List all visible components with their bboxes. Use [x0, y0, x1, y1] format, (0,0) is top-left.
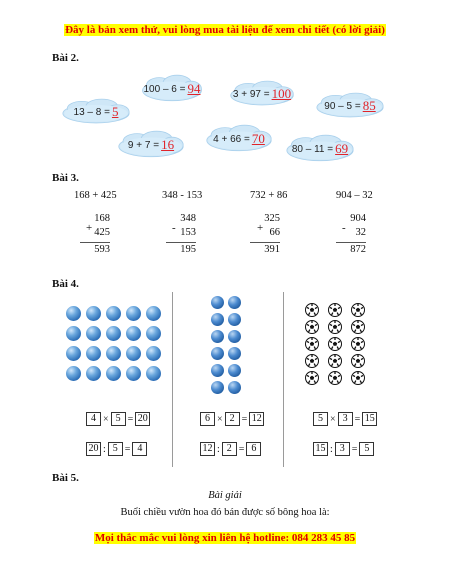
- exercise-2-dot: .: [76, 52, 79, 64]
- blue-ball-icon: [211, 330, 224, 343]
- blue-ball-icon: [146, 366, 161, 381]
- soccer-ball: [328, 320, 342, 334]
- soccer-ball: [305, 337, 319, 351]
- soccer-ball: [305, 303, 319, 317]
- soccer-ball: [305, 371, 319, 385]
- blue-ball-icon: [106, 326, 121, 341]
- soccer-ball: [305, 320, 319, 334]
- problem-4-column: [336, 212, 366, 257]
- cloud-text: [314, 92, 386, 120]
- problem-3-column: [250, 212, 280, 257]
- equation-operator: =: [124, 443, 131, 455]
- equation-operator: ×: [217, 413, 223, 425]
- equation-number-box: 3: [338, 412, 353, 426]
- column-divider-2: [283, 292, 284, 467]
- hotline-banner-text: Mọi thắc mắc vui lòng xin liên hệ hotline: 084 283 45 85: [94, 532, 356, 544]
- exercise-5-title: Bài 5: [52, 472, 77, 484]
- problem-4-top: 904: [350, 213, 366, 224]
- problem-2-column: [166, 212, 196, 257]
- cloud-5: [204, 124, 274, 154]
- equation-number-box: 4: [132, 442, 147, 456]
- exercise-5-dot: .: [76, 472, 79, 484]
- cloud-answer: 70: [251, 131, 265, 146]
- cloud-answer: 5: [111, 104, 119, 119]
- soccer-ball-icon: [305, 320, 319, 334]
- blue-ball-icon: [228, 347, 241, 360]
- blue-ball-icon: [211, 364, 224, 377]
- equation-operator: =: [241, 413, 248, 425]
- group-3-multiplication-equation: [313, 412, 377, 426]
- equation-number-box: 15: [313, 442, 328, 456]
- exercise-4-heading: [52, 278, 79, 290]
- blue-ball-icon: [106, 366, 121, 381]
- equation-number-box: 3: [335, 442, 350, 456]
- cloud-answer: 16: [161, 137, 175, 152]
- exercise-2-heading: [52, 52, 79, 64]
- soccer-ball-icon: [328, 303, 342, 317]
- exercise-3-title: Bài 3: [52, 172, 77, 184]
- blue-ball-icon: [86, 366, 101, 381]
- equation-operator: ×: [330, 413, 336, 425]
- soccer-ball-icon: [351, 337, 365, 351]
- cloud-answer: 94: [187, 81, 201, 96]
- blue-ball-icon: [228, 364, 241, 377]
- problem-3-result: 391: [250, 242, 280, 257]
- cloud-expression: 9 + 7 =: [127, 139, 160, 151]
- equation-operator: =: [351, 443, 358, 455]
- soccer-ball-icon: [305, 354, 319, 368]
- problem-1-result: 593: [80, 242, 110, 257]
- blue-ball-icon: [228, 381, 241, 394]
- cloud-text: [204, 124, 274, 154]
- problem-2-expression: 348 - 153: [162, 190, 203, 201]
- blue-ball-icon: [126, 326, 141, 341]
- hotline-banner: [0, 532, 450, 544]
- cloud-expression: 13 – 8 =: [73, 106, 110, 118]
- cloud-answer: 100: [271, 86, 292, 101]
- soccer-ball-icon: [351, 320, 365, 334]
- soccer-ball: [351, 337, 365, 351]
- problem-1-bottom: 425: [94, 227, 110, 238]
- equation-number-box: 2: [222, 442, 237, 456]
- soccer-ball: [351, 354, 365, 368]
- group-2-multiplication-equation: [200, 412, 264, 426]
- group-1-division-equation: [86, 442, 147, 456]
- blue-ball-icon: [106, 346, 121, 361]
- problem-1-operator: +: [86, 222, 93, 234]
- column-divider-1: [172, 292, 173, 467]
- cloud-expression: 3 + 97 =: [232, 88, 270, 100]
- equation-number-box: 4: [86, 412, 101, 426]
- equation-number-box: 6: [200, 412, 215, 426]
- soccer-ball-icon: [305, 371, 319, 385]
- soccer-ball-icon: [328, 337, 342, 351]
- blue-ball-icon: [86, 306, 101, 321]
- blue-ball-icon: [106, 306, 121, 321]
- cloud-text: [140, 74, 204, 104]
- problem-2-operator: -: [172, 222, 176, 234]
- blue-ball-icon: [126, 306, 141, 321]
- cloud-text: [60, 98, 132, 126]
- equation-number-box: 5: [111, 412, 126, 426]
- soccer-ball: [328, 371, 342, 385]
- blue-ball-icon: [66, 346, 81, 361]
- preview-banner: [0, 24, 450, 36]
- equation-operator: =: [238, 443, 245, 455]
- blue-ball-icon: [86, 346, 101, 361]
- soccer-ball-icon: [328, 371, 342, 385]
- blue-ball-icon: [146, 306, 161, 321]
- problem-3-top: 325: [264, 213, 280, 224]
- solution-label: Bài giải: [208, 490, 242, 501]
- blue-ball-icon: [211, 347, 224, 360]
- blue-ball-icon: [211, 296, 224, 309]
- blue-ball-icon: [126, 366, 141, 381]
- equation-number-box: 20: [135, 412, 150, 426]
- equation-operator: :: [103, 443, 106, 455]
- problem-1-top: 168: [94, 213, 110, 224]
- blue-ball-icon: [66, 366, 81, 381]
- equation-operator: :: [217, 443, 220, 455]
- cloud-answer: 69: [335, 141, 349, 156]
- soccer-ball: [328, 354, 342, 368]
- blue-ball-icon: [228, 313, 241, 326]
- equation-operator: :: [330, 443, 333, 455]
- problem-2-top: 348: [180, 213, 196, 224]
- group-3-division-equation: [313, 442, 374, 456]
- soccer-ball-icon: [351, 303, 365, 317]
- cloud-2: [228, 80, 296, 108]
- problem-1-expression: 168 + 425: [74, 190, 117, 201]
- soccer-ball-icon: [351, 354, 365, 368]
- blue-ball-icon: [211, 313, 224, 326]
- blue-ball-icon: [146, 346, 161, 361]
- exercise-2-title: Bài 2: [52, 52, 77, 64]
- exercise-4-title: Bài 4: [52, 278, 77, 290]
- cloud-text: [284, 134, 356, 164]
- problem-1-column: [80, 212, 110, 257]
- blue-ball-icon: [228, 330, 241, 343]
- preview-banner-text: Đây là bản xem thử, vui lòng mua tài liệu để xem chi tiết (có lời giải): [65, 24, 385, 36]
- cloud-7: [284, 134, 356, 164]
- cloud-expression: 90 – 5 =: [324, 100, 361, 112]
- cloud-4: [314, 92, 386, 120]
- blue-ball-icon: [126, 346, 141, 361]
- problem-4-result: 872: [336, 242, 366, 257]
- cloud-3: [60, 98, 132, 126]
- cloud-text: [116, 130, 186, 160]
- exercise-4-dot: .: [76, 278, 79, 290]
- cloud-expression: 4 + 66 =: [213, 133, 250, 145]
- equation-number-box: 20: [86, 442, 101, 456]
- blue-ball-icon: [66, 326, 81, 341]
- problem-2-bottom: 153: [180, 227, 196, 238]
- cloud-answer: 85: [362, 98, 376, 113]
- problem-4-operator: -: [342, 222, 346, 234]
- equation-number-box: 2: [225, 412, 240, 426]
- soccer-ball-icon: [305, 337, 319, 351]
- group-2-division-equation: [200, 442, 261, 456]
- blue-ball-icon: [228, 296, 241, 309]
- problem-2-result: 195: [166, 242, 196, 257]
- soccer-ball: [351, 320, 365, 334]
- equation-operator: ×: [103, 413, 109, 425]
- cloud-expression: 80 – 11 =: [291, 143, 334, 155]
- soccer-ball-icon: [328, 320, 342, 334]
- cloud-expression: 100 – 6 =: [143, 83, 186, 95]
- cloud-6: [116, 130, 186, 160]
- soccer-ball: [328, 337, 342, 351]
- group-1-multiplication-equation: [86, 412, 150, 426]
- blue-ball-icon: [211, 381, 224, 394]
- soccer-ball: [328, 303, 342, 317]
- problem-4-bottom: 32: [355, 227, 366, 238]
- exercise-3-dot: .: [76, 172, 79, 184]
- soccer-ball-icon: [351, 371, 365, 385]
- equation-number-box: 15: [362, 412, 377, 426]
- problem-3-expression: 732 + 86: [250, 190, 288, 201]
- solution-sentence: Buổi chiều vườn hoa đó bán được số bông hoa là:: [120, 507, 330, 518]
- equation-operator: =: [354, 413, 361, 425]
- problem-3-operator: +: [257, 222, 264, 234]
- blue-ball-icon: [86, 326, 101, 341]
- blue-ball-icon: [66, 306, 81, 321]
- equation-number-box: 12: [200, 442, 215, 456]
- equation-number-box: 5: [359, 442, 374, 456]
- soccer-ball-icon: [305, 303, 319, 317]
- cloud-1: [140, 74, 204, 104]
- problem-4-expression: 904 – 32: [336, 190, 373, 201]
- soccer-ball: [351, 303, 365, 317]
- equation-number-box: 5: [108, 442, 123, 456]
- soccer-ball-icon: [328, 354, 342, 368]
- exercise-3-heading: [52, 172, 79, 184]
- cloud-text: [228, 80, 296, 108]
- problem-3-bottom: 66: [269, 227, 280, 238]
- equation-number-box: 12: [249, 412, 264, 426]
- blue-ball-icon: [146, 326, 161, 341]
- soccer-ball: [351, 371, 365, 385]
- equation-number-box: 5: [313, 412, 328, 426]
- soccer-ball: [305, 354, 319, 368]
- equation-operator: =: [127, 413, 134, 425]
- exercise-5-heading: [52, 472, 79, 484]
- equation-number-box: 6: [246, 442, 261, 456]
